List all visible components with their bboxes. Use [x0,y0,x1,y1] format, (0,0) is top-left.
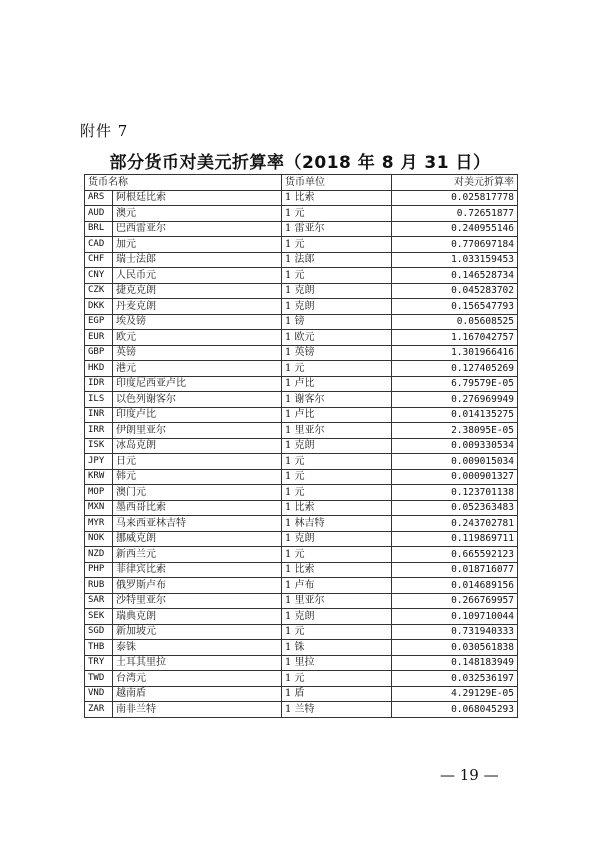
usd-rate-cell: 0.009330534 [392,438,518,454]
currency-unit-cell: 1 英镑 [282,345,392,361]
usd-rate-cell: 0.276969949 [392,392,518,408]
usd-rate-cell: 0.72651877 [392,206,518,222]
table-row [85,547,518,563]
table-row [85,221,518,237]
currency-code-cell: EUR [85,330,113,346]
currency-name-cell: 印度卢比 [113,407,282,423]
currency-code-cell: PHP [85,562,113,578]
currency-name-cell: 伊朗里亚尔 [113,423,282,439]
currency-code-cell: IDR [85,376,113,392]
currency-unit-cell: 1 克朗 [282,283,392,299]
table-row [85,640,518,656]
table-row [85,469,518,485]
usd-rate-cell: 0.119869711 [392,531,518,547]
page-number: — 19 — [440,766,499,784]
currency-code-cell: THB [85,640,113,656]
usd-rate-cell: 0.014135275 [392,407,518,423]
currency-unit-cell: 1 元 [282,485,392,501]
currency-unit-cell: 1 欧元 [282,330,392,346]
currency-name-cell: 捷克克朗 [113,283,282,299]
currency-name-cell: 墨西哥比索 [113,500,282,516]
header-currency-name: 货币名称 [85,175,282,191]
usd-rate-cell: 0.032536197 [392,671,518,687]
currency-name-cell: 新加坡元 [113,624,282,640]
currency-unit-cell: 1 克朗 [282,299,392,315]
usd-rate-cell: 0.025817778 [392,190,518,206]
currency-name-cell: 俄罗斯卢布 [113,578,282,594]
usd-rate-cell: 0.068045293 [392,702,518,718]
currency-name-cell: 日元 [113,454,282,470]
currency-code-cell: MYR [85,516,113,532]
currency-unit-cell: 1 元 [282,671,392,687]
currency-code-cell: INR [85,407,113,423]
usd-rate-cell: 0.000901327 [392,469,518,485]
currency-name-cell: 韩元 [113,469,282,485]
currency-code-cell: NOK [85,531,113,547]
currency-unit-cell: 1 元 [282,454,392,470]
table-header-row [85,175,518,191]
table-row [85,516,518,532]
currency-unit-cell: 1 雷亚尔 [282,221,392,237]
currency-unit-cell: 1 卢比 [282,376,392,392]
currency-name-cell: 南非兰特 [113,702,282,718]
usd-rate-cell: 1.301966416 [392,345,518,361]
usd-rate-cell: 0.127405269 [392,361,518,377]
currency-unit-cell: 1 元 [282,237,392,253]
table-row [85,361,518,377]
exchange-rate-table [84,174,518,718]
table-row [85,655,518,671]
currency-name-cell: 台湾元 [113,671,282,687]
usd-rate-cell: 0.045283702 [392,283,518,299]
table-row [85,454,518,470]
usd-rate-cell: 0.731940333 [392,624,518,640]
currency-name-cell: 欧元 [113,330,282,346]
currency-name-cell: 埃及镑 [113,314,282,330]
table-row [85,609,518,625]
currency-code-cell: SAR [85,593,113,609]
currency-name-cell: 瑞典克朗 [113,609,282,625]
currency-code-cell: DKK [85,299,113,315]
table-body [85,190,518,717]
currency-name-cell: 沙特里亚尔 [113,593,282,609]
usd-rate-cell: 4.29129E-05 [392,686,518,702]
usd-rate-cell: 1.167042757 [392,330,518,346]
currency-code-cell: NZD [85,547,113,563]
currency-unit-cell: 1 比索 [282,562,392,578]
usd-rate-cell: 0.123701138 [392,485,518,501]
currency-unit-cell: 1 铢 [282,640,392,656]
attachment-label: 附件 7 [80,122,129,140]
currency-name-cell: 土耳其里拉 [113,655,282,671]
currency-unit-cell: 1 卢比 [282,407,392,423]
table-row [85,330,518,346]
currency-code-cell: SGD [85,624,113,640]
currency-code-cell: KRW [85,469,113,485]
currency-name-cell: 澳元 [113,206,282,222]
currency-name-cell: 英镑 [113,345,282,361]
table-row [85,531,518,547]
currency-name-cell: 挪威克朗 [113,531,282,547]
usd-rate-cell: 0.148183949 [392,655,518,671]
currency-code-cell: ZAR [85,702,113,718]
table-row [85,392,518,408]
usd-rate-cell: 0.243702781 [392,516,518,532]
currency-code-cell: TRY [85,655,113,671]
table-row [85,562,518,578]
currency-code-cell: HKD [85,361,113,377]
table-row [85,190,518,206]
currency-unit-cell: 1 盾 [282,686,392,702]
header-usd-rate: 对美元折算率 [392,175,518,191]
currency-unit-cell: 1 林吉特 [282,516,392,532]
table-row [85,438,518,454]
usd-rate-cell: 0.665592123 [392,547,518,563]
table-row [85,206,518,222]
currency-code-cell: JPY [85,454,113,470]
currency-code-cell: BRL [85,221,113,237]
table-row [85,578,518,594]
currency-code-cell: ISK [85,438,113,454]
currency-unit-cell: 1 谢客尔 [282,392,392,408]
usd-rate-cell: 0.014689156 [392,578,518,594]
currency-name-cell: 泰铢 [113,640,282,656]
currency-code-cell: GBP [85,345,113,361]
usd-rate-cell: 0.030561838 [392,640,518,656]
currency-code-cell: MXN [85,500,113,516]
table-row [85,252,518,268]
currency-code-cell: SEK [85,609,113,625]
currency-name-cell: 冰岛克朗 [113,438,282,454]
currency-name-cell: 加元 [113,237,282,253]
table-row [85,407,518,423]
usd-rate-cell: 1.033159453 [392,252,518,268]
table-row [85,345,518,361]
currency-code-cell: IRR [85,423,113,439]
usd-rate-cell: 6.79579E-05 [392,376,518,392]
currency-code-cell: EGP [85,314,113,330]
usd-rate-cell: 0.146528734 [392,268,518,284]
currency-name-cell: 澳门元 [113,485,282,501]
usd-rate-cell: 0.156547793 [392,299,518,315]
currency-code-cell: TWD [85,671,113,687]
currency-code-cell: RUB [85,578,113,594]
currency-unit-cell: 1 元 [282,361,392,377]
currency-unit-cell: 1 里拉 [282,655,392,671]
table-row [85,485,518,501]
usd-rate-cell: 0.770697184 [392,237,518,253]
currency-unit-cell: 1 里亚尔 [282,593,392,609]
currency-unit-cell: 1 法郎 [282,252,392,268]
currency-unit-cell: 1 元 [282,469,392,485]
usd-rate-cell: 0.052363483 [392,500,518,516]
currency-name-cell: 越南盾 [113,686,282,702]
currency-code-cell: MOP [85,485,113,501]
currency-unit-cell: 1 兰特 [282,702,392,718]
currency-code-cell: CZK [85,283,113,299]
table-row [85,686,518,702]
currency-code-cell: CAD [85,237,113,253]
currency-name-cell: 印度尼西亚卢比 [113,376,282,392]
usd-rate-cell: 0.109710044 [392,609,518,625]
currency-name-cell: 阿根廷比索 [113,190,282,206]
table-row [85,237,518,253]
table-row [85,283,518,299]
table-row [85,314,518,330]
table-row [85,299,518,315]
table-row [85,593,518,609]
currency-unit-cell: 1 比索 [282,500,392,516]
currency-unit-cell: 1 比索 [282,190,392,206]
table-row [85,500,518,516]
table-row [85,268,518,284]
currency-unit-cell: 1 里亚尔 [282,423,392,439]
currency-code-cell: VND [85,686,113,702]
currency-unit-cell: 1 元 [282,547,392,563]
currency-unit-cell: 1 元 [282,624,392,640]
currency-name-cell: 新西兰元 [113,547,282,563]
currency-unit-cell: 1 克朗 [282,438,392,454]
currency-name-cell: 菲律宾比索 [113,562,282,578]
usd-rate-cell: 0.05608525 [392,314,518,330]
table-row [85,423,518,439]
header-currency-unit: 货币单位 [282,175,392,191]
table-row [85,376,518,392]
currency-name-cell: 丹麦克朗 [113,299,282,315]
currency-name-cell: 以色列谢客尔 [113,392,282,408]
currency-unit-cell: 1 元 [282,206,392,222]
currency-unit-cell: 1 元 [282,268,392,284]
currency-name-cell: 港元 [113,361,282,377]
currency-name-cell: 巴西雷亚尔 [113,221,282,237]
currency-name-cell: 人民币元 [113,268,282,284]
page-title: 部分货币对美元折算率（2018 年 8 月 31 日） [109,153,491,173]
currency-code-cell: CNY [85,268,113,284]
table-row [85,702,518,718]
currency-unit-cell: 1 克朗 [282,531,392,547]
currency-unit-cell: 1 镑 [282,314,392,330]
usd-rate-cell: 0.009015034 [392,454,518,470]
table-row [85,671,518,687]
currency-code-cell: ILS [85,392,113,408]
usd-rate-cell: 0.266769957 [392,593,518,609]
currency-code-cell: CHF [85,252,113,268]
usd-rate-cell: 0.018716077 [392,562,518,578]
currency-unit-cell: 1 卢布 [282,578,392,594]
currency-code-cell: ARS [85,190,113,206]
table-row [85,624,518,640]
currency-name-cell: 马来西亚林吉特 [113,516,282,532]
currency-code-cell: AUD [85,206,113,222]
currency-name-cell: 瑞士法郎 [113,252,282,268]
currency-unit-cell: 1 克朗 [282,609,392,625]
usd-rate-cell: 2.38095E-05 [392,423,518,439]
usd-rate-cell: 0.240955146 [392,221,518,237]
